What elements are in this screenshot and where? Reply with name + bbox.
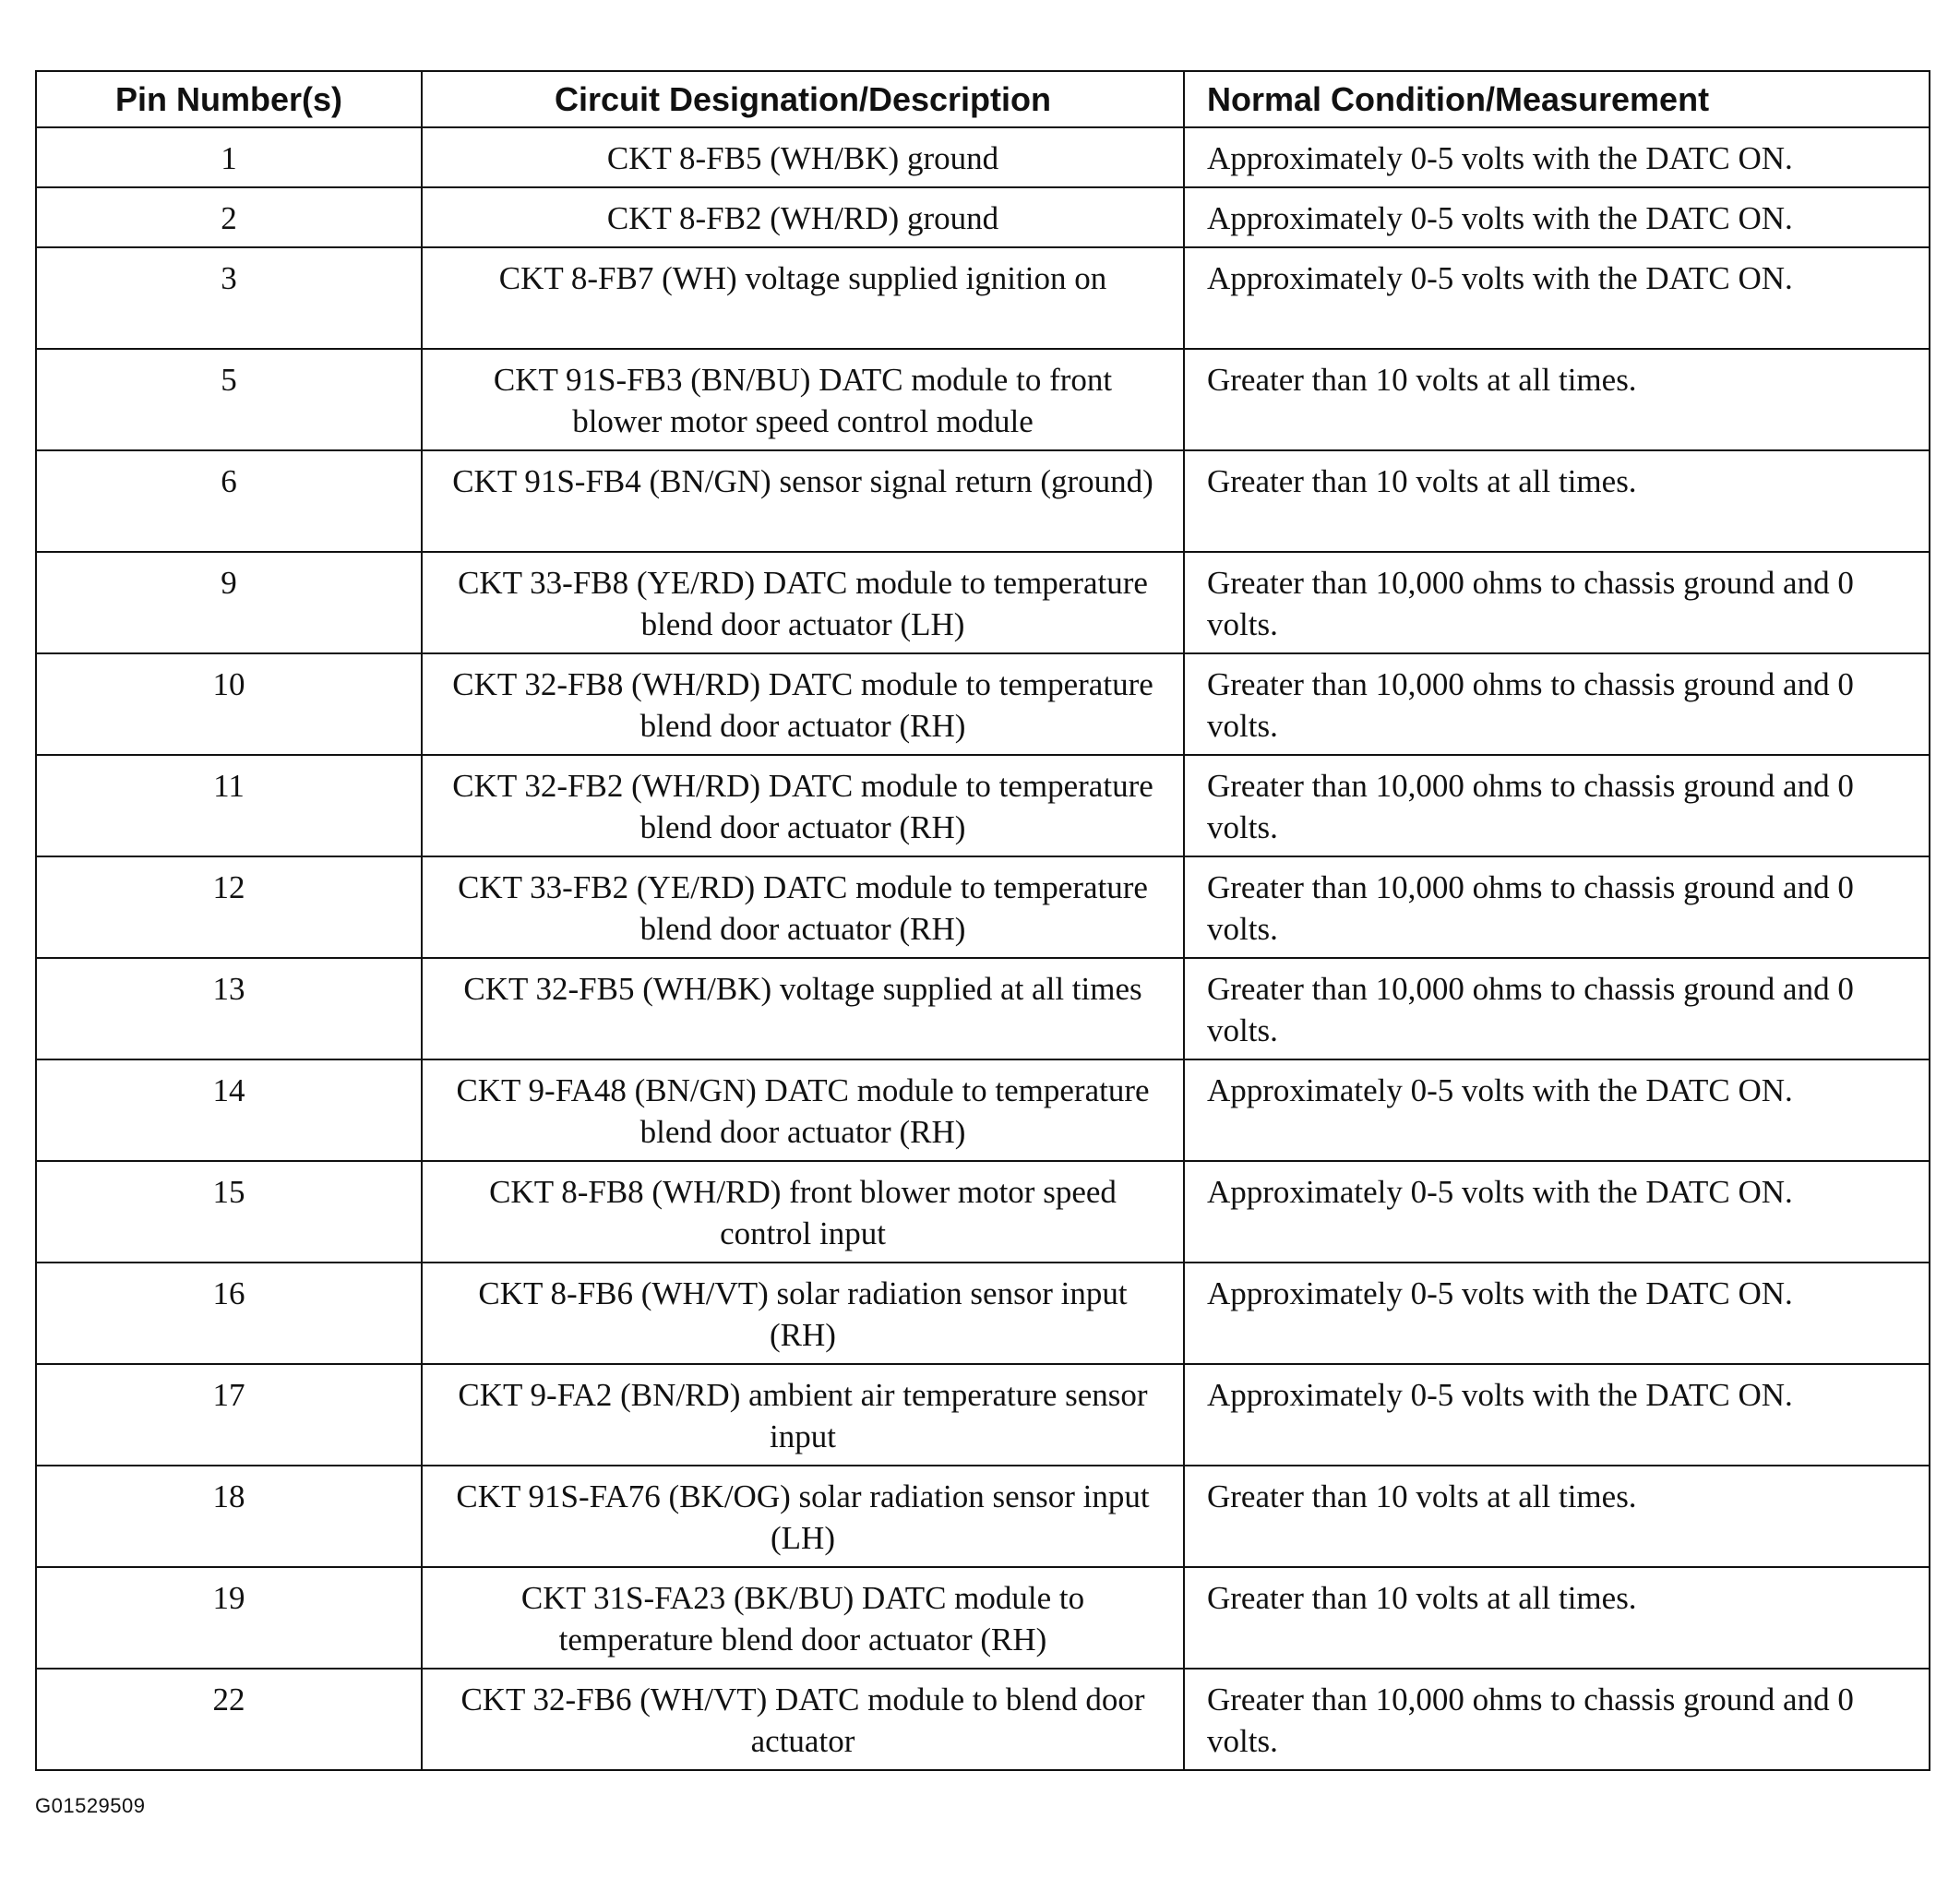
pin-cell: 2	[36, 187, 422, 247]
description-cell: CKT 8-FB7 (WH) voltage supplied ignition on	[422, 247, 1184, 349]
table-row	[36, 653, 1930, 755]
description-cell: CKT 8-FB2 (WH/RD) ground	[422, 187, 1184, 247]
condition-cell: Greater than 10,000 ohms to chassis ground and 0 volts.	[1184, 958, 1930, 1059]
table-row	[36, 127, 1930, 187]
table-row	[36, 958, 1930, 1059]
pin-cell: 9	[36, 552, 422, 653]
table-row	[36, 187, 1930, 247]
pin-cell: 19	[36, 1567, 422, 1669]
header-normal-condition: Normal Condition/Measurement	[1184, 71, 1930, 127]
table-row	[36, 1161, 1930, 1263]
condition-cell: Greater than 10 volts at all times.	[1184, 1466, 1930, 1567]
pin-cell: 12	[36, 856, 422, 958]
condition-cell: Approximately 0-5 volts with the DATC ON.	[1184, 1161, 1930, 1263]
condition-cell: Greater than 10 volts at all times.	[1184, 1567, 1930, 1669]
pin-table-container	[35, 70, 1929, 1771]
table-row	[36, 1059, 1930, 1161]
condition-cell: Approximately 0-5 volts with the DATC ON.	[1184, 247, 1930, 349]
condition-cell: Greater than 10,000 ohms to chassis ground and 0 volts.	[1184, 552, 1930, 653]
table-row	[36, 349, 1930, 450]
condition-cell: Greater than 10,000 ohms to chassis ground and 0 volts.	[1184, 755, 1930, 856]
pin-cell: 18	[36, 1466, 422, 1567]
table-row	[36, 1263, 1930, 1364]
description-cell: CKT 91S-FB4 (BN/GN) sensor signal return (ground)	[422, 450, 1184, 552]
table-row	[36, 755, 1930, 856]
condition-cell: Approximately 0-5 volts with the DATC ON.	[1184, 127, 1930, 187]
description-cell: CKT 8-FB5 (WH/BK) ground	[422, 127, 1184, 187]
description-cell: CKT 91S-FB3 (BN/BU) DATC module to front blower motor speed control module	[422, 349, 1184, 450]
description-cell: CKT 91S-FA76 (BK/OG) solar radiation sensor input (LH)	[422, 1466, 1184, 1567]
condition-cell: Greater than 10 volts at all times.	[1184, 450, 1930, 552]
condition-cell: Approximately 0-5 volts with the DATC ON.	[1184, 1059, 1930, 1161]
pin-cell: 22	[36, 1669, 422, 1770]
description-cell: CKT 8-FB8 (WH/RD) front blower motor speed control input	[422, 1161, 1184, 1263]
condition-cell: Approximately 0-5 volts with the DATC ON.	[1184, 1364, 1930, 1466]
pin-cell: 17	[36, 1364, 422, 1466]
pin-table	[35, 70, 1930, 1771]
table-row	[36, 1466, 1930, 1567]
pin-cell: 3	[36, 247, 422, 349]
description-cell: CKT 31S-FA23 (BK/BU) DATC module to temperature blend door actuator (RH)	[422, 1567, 1184, 1669]
table-row	[36, 1364, 1930, 1466]
table-row	[36, 552, 1930, 653]
pin-cell: 6	[36, 450, 422, 552]
header-pin-number: Pin Number(s)	[36, 71, 422, 127]
pin-cell: 11	[36, 755, 422, 856]
description-cell: CKT 33-FB2 (YE/RD) DATC module to temperature blend door actuator (RH)	[422, 856, 1184, 958]
description-cell: CKT 8-FB6 (WH/VT) solar radiation sensor input (RH)	[422, 1263, 1184, 1364]
description-cell: CKT 33-FB8 (YE/RD) DATC module to temperature blend door actuator (LH)	[422, 552, 1184, 653]
pin-cell: 15	[36, 1161, 422, 1263]
description-cell: CKT 32-FB2 (WH/RD) DATC module to temperature blend door actuator (RH)	[422, 755, 1184, 856]
table-row	[36, 247, 1930, 349]
table-header-row	[36, 71, 1930, 127]
condition-cell: Approximately 0-5 volts with the DATC ON.	[1184, 1263, 1930, 1364]
condition-cell: Approximately 0-5 volts with the DATC ON.	[1184, 187, 1930, 247]
header-circuit-description: Circuit Designation/Description	[422, 71, 1184, 127]
pin-cell: 16	[36, 1263, 422, 1364]
table-row	[36, 1567, 1930, 1669]
pin-cell: 5	[36, 349, 422, 450]
pin-cell: 1	[36, 127, 422, 187]
description-cell: CKT 9-FA48 (BN/GN) DATC module to temperature blend door actuator (RH)	[422, 1059, 1184, 1161]
figure-id: G01529509	[35, 1794, 146, 1817]
condition-cell: Greater than 10,000 ohms to chassis ground and 0 volts.	[1184, 1669, 1930, 1770]
description-cell: CKT 32-FB6 (WH/VT) DATC module to blend door actuator	[422, 1669, 1184, 1770]
condition-cell: Greater than 10,000 ohms to chassis ground and 0 volts.	[1184, 653, 1930, 755]
pin-cell: 14	[36, 1059, 422, 1161]
condition-cell: Greater than 10,000 ohms to chassis ground and 0 volts.	[1184, 856, 1930, 958]
table-row	[36, 1669, 1930, 1770]
table-row	[36, 450, 1930, 552]
description-cell: CKT 32-FB5 (WH/BK) voltage supplied at all times	[422, 958, 1184, 1059]
condition-cell: Greater than 10 volts at all times.	[1184, 349, 1930, 450]
pin-cell: 13	[36, 958, 422, 1059]
pin-cell: 10	[36, 653, 422, 755]
table-row	[36, 856, 1930, 958]
description-cell: CKT 32-FB8 (WH/RD) DATC module to temperature blend door actuator (RH)	[422, 653, 1184, 755]
description-cell: CKT 9-FA2 (BN/RD) ambient air temperature sensor input	[422, 1364, 1184, 1466]
